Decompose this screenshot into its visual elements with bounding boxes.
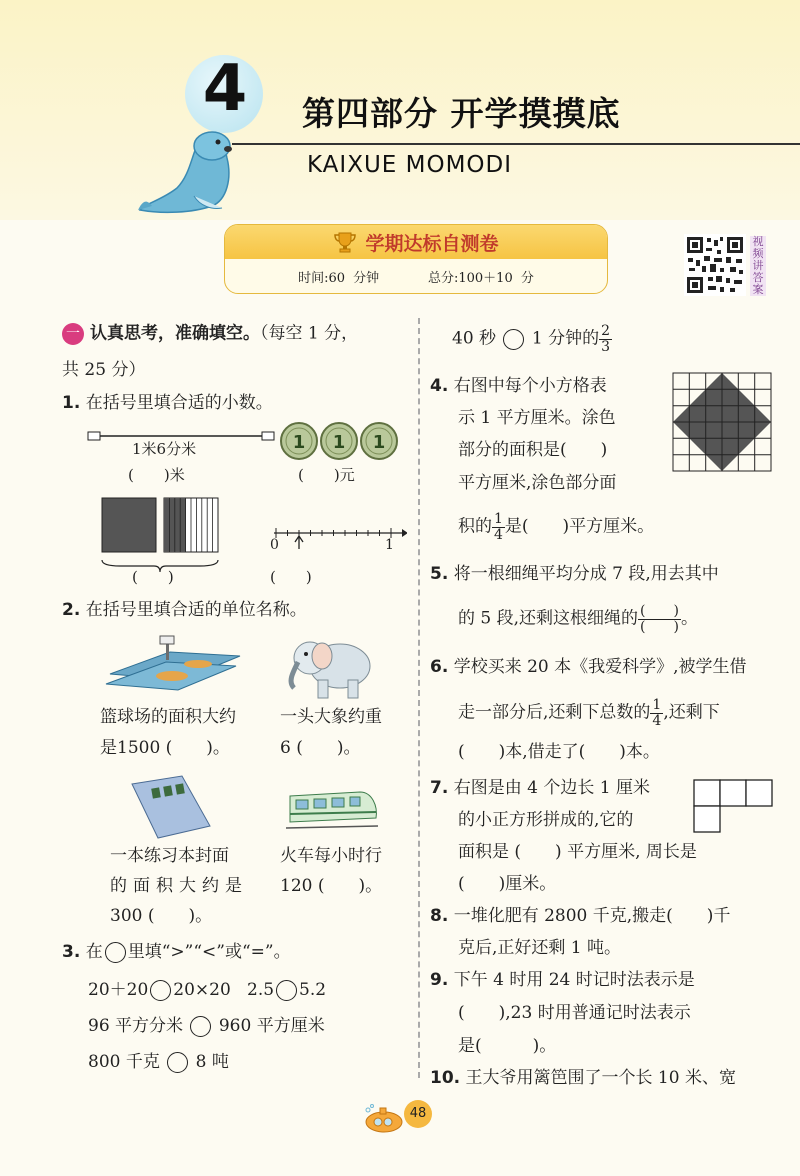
q6-text: ,还剩下 bbox=[663, 702, 720, 723]
q4-line-2: 示 1 平方厘米。涂色 bbox=[458, 408, 616, 428]
title-divider bbox=[232, 143, 800, 145]
compare-circle[interactable] bbox=[150, 980, 171, 1001]
coins bbox=[280, 420, 400, 464]
question-text: 将一根细绳平均分成 7 段,用去其中 bbox=[453, 564, 719, 584]
trophy-icon bbox=[333, 231, 357, 253]
q6-line-3: ( )本,借走了( )本。 bbox=[458, 742, 660, 762]
notebook-text-3: 300 ( )。 bbox=[110, 906, 213, 926]
train-text-2: 120 ( )。 bbox=[280, 876, 383, 896]
q4-line-3: 部分的面积是( ) bbox=[458, 440, 608, 460]
test-banner bbox=[224, 224, 608, 294]
qr-code-icon[interactable] bbox=[684, 234, 746, 296]
question-text: 学校买来 20 本《我爱科学》,被学生借 bbox=[453, 657, 747, 677]
compare-circle[interactable] bbox=[190, 1016, 211, 1037]
question-text: 在括号里填合适的单位名称。 bbox=[85, 600, 307, 620]
q7-line-4: ( )厘米。 bbox=[458, 874, 557, 894]
fraction-denominator: 4 bbox=[652, 712, 662, 729]
q9-line-2: ( ),23 时用普通记时法表示 bbox=[458, 1003, 691, 1023]
question-8 bbox=[430, 906, 730, 926]
notebook-illustration bbox=[128, 772, 214, 842]
coin-label: 1 bbox=[332, 432, 346, 453]
test-score: 总分:100＋10 分 bbox=[427, 271, 534, 286]
question-9 bbox=[430, 970, 695, 990]
section-note-cont: 共 25 分） bbox=[62, 360, 146, 380]
fraction-numerator: 1 bbox=[652, 697, 662, 713]
compare-right: 5.2 bbox=[299, 980, 327, 1000]
q4-line-5 bbox=[458, 512, 654, 542]
fraction-numerator: ( ) bbox=[640, 603, 679, 619]
elephant-text-1: 一头大象约重 bbox=[280, 707, 382, 727]
question-10 bbox=[430, 1068, 736, 1088]
compare-row-2 bbox=[88, 1016, 325, 1037]
question-text: 王大爷用篱笆围了一个长 10 米、宽 bbox=[465, 1068, 736, 1088]
question-number: 7. bbox=[430, 778, 449, 798]
train-text-1: 火车每小时行 bbox=[280, 846, 382, 866]
section-heading bbox=[62, 323, 358, 345]
question-1 bbox=[62, 393, 273, 413]
court-text-2: 是1500 ( )。 bbox=[100, 738, 230, 758]
squares-blank: ( ) bbox=[132, 568, 174, 586]
section-title: 认真思考，准确填空。 bbox=[90, 323, 260, 344]
compare-right: 20×20 bbox=[173, 980, 231, 1000]
fraction bbox=[599, 324, 612, 354]
notebook-text-1: 一本练习本封面 bbox=[110, 846, 229, 866]
q5-text: 。 bbox=[680, 608, 698, 629]
q6-line-2 bbox=[458, 698, 720, 728]
question-number: 10. bbox=[430, 1068, 461, 1088]
question-number: 4. bbox=[430, 376, 449, 396]
banner-title: 学期达标自测卷 bbox=[365, 232, 499, 255]
question-number: 6. bbox=[430, 657, 449, 677]
question-2 bbox=[62, 600, 307, 620]
basketball-court-illustration bbox=[100, 634, 250, 694]
square-shape-diagram bbox=[692, 778, 776, 836]
fraction-numerator: 1 bbox=[494, 511, 503, 527]
question-text: 下午 4 时用 24 时记时法表示是 bbox=[453, 970, 695, 990]
part-subtitle: KAIXUE MOMODI bbox=[307, 152, 513, 178]
compare-right: 8 吨 bbox=[195, 1052, 229, 1072]
q9-line-3: 是( )。 bbox=[458, 1036, 557, 1056]
question-number: 5. bbox=[430, 564, 449, 584]
q7-line-3: 面积是 ( ) 平方厘米, 周长是 bbox=[458, 842, 697, 862]
grid-diagram bbox=[672, 372, 774, 474]
q6-text: 走一部分后,还剩下总数的 bbox=[458, 702, 651, 723]
elephant-text-2: 6 ( )。 bbox=[280, 738, 361, 758]
q7-line-2: 的小正方形拼成的,它的 bbox=[458, 810, 634, 830]
compare-circle[interactable] bbox=[276, 980, 297, 1001]
q5-line-2 bbox=[458, 604, 698, 634]
elephant-illustration bbox=[282, 630, 382, 702]
fraction-denominator: 4 bbox=[494, 526, 503, 543]
question-text: 在括号里填合适的小数。 bbox=[85, 393, 273, 413]
q5-text: 的 5 段,还剩这根细绳的 bbox=[458, 608, 639, 629]
number-line-zero: 0 bbox=[270, 537, 279, 553]
column-divider bbox=[418, 318, 420, 1078]
fraction-denominator: 3 bbox=[601, 338, 611, 355]
question-text: 右图中每个小方格表 bbox=[453, 376, 607, 396]
notebook-text-2: 的面积大约是 bbox=[110, 876, 248, 896]
court-text-1: 篮球场的面积大约 bbox=[100, 707, 236, 727]
compare-left: 800 千克 bbox=[88, 1052, 160, 1072]
banner-info bbox=[225, 267, 607, 286]
question-text: 在 bbox=[85, 942, 103, 962]
question-text: 里填“>”“<”或“=”。 bbox=[127, 942, 291, 962]
question-text: 一堆化肥有 2800 千克,搬走( )千 bbox=[453, 906, 731, 926]
page-number: 48 bbox=[404, 1100, 432, 1128]
compare-left: 20＋20 bbox=[88, 980, 149, 1000]
seal-illustration bbox=[132, 118, 242, 218]
compare-left: 2.5 bbox=[247, 980, 275, 1000]
compare-row-3 bbox=[88, 1052, 229, 1073]
q8-line-2: 克后,正好还剩 1 吨。 bbox=[458, 938, 622, 958]
compare-row-4 bbox=[452, 324, 612, 354]
question-3 bbox=[62, 942, 291, 963]
question-6 bbox=[430, 657, 747, 677]
coin-label: 1 bbox=[292, 432, 306, 453]
compare-left: 40 秒 bbox=[452, 328, 497, 349]
chapter-number: 4 bbox=[202, 52, 248, 126]
fraction bbox=[492, 512, 505, 542]
compare-right: 1 分钟的 bbox=[531, 328, 600, 349]
question-number: 2. bbox=[62, 600, 81, 620]
qr-label: 视频讲答案 bbox=[750, 236, 766, 296]
question-number: 8. bbox=[430, 906, 449, 926]
question-4 bbox=[430, 376, 607, 396]
question-5 bbox=[430, 564, 719, 584]
compare-circle-icon bbox=[105, 942, 126, 963]
q4-text: 是( )平方厘米。 bbox=[504, 516, 655, 537]
submarine-icon bbox=[358, 1102, 406, 1136]
question-number: 1. bbox=[62, 393, 81, 413]
question-text: 右图是由 4 个边长 1 厘米 bbox=[453, 778, 650, 798]
meter-blank: ( )米 bbox=[128, 466, 185, 484]
compare-circle[interactable] bbox=[167, 1052, 188, 1073]
compare-left: 96 平方分米 bbox=[88, 1016, 184, 1036]
fraction-numerator: 2 bbox=[601, 323, 611, 339]
q4-line-4: 平方厘米,涂色部分面 bbox=[458, 473, 617, 493]
question-7 bbox=[430, 778, 650, 798]
part-title: 第四部分 开学摸摸底 bbox=[302, 94, 621, 133]
section-badge: 一 bbox=[62, 323, 84, 345]
section-note: （每空 1 分， bbox=[260, 323, 359, 344]
compare-circle[interactable] bbox=[503, 329, 524, 350]
banner-header bbox=[225, 225, 607, 259]
compare-row-1 bbox=[88, 980, 326, 1001]
train-illustration bbox=[284, 784, 380, 834]
number-line-one: 1 bbox=[385, 537, 394, 553]
test-time: 时间:60 分钟 bbox=[298, 271, 380, 286]
question-number: 9. bbox=[430, 970, 449, 990]
ruler-label: 1米6分米 bbox=[132, 440, 197, 458]
yuan-blank: ( )元 bbox=[298, 466, 355, 484]
fraction bbox=[650, 698, 663, 728]
question-number: 3. bbox=[62, 942, 81, 962]
fraction-blank[interactable] bbox=[638, 604, 681, 634]
q4-text: 积的 bbox=[458, 516, 492, 537]
compare-right: 960 平方厘米 bbox=[218, 1016, 325, 1036]
number-line-blank: ( ) bbox=[270, 568, 312, 586]
fraction-denominator: ( ) bbox=[640, 618, 679, 635]
coin-label: 1 bbox=[372, 432, 386, 453]
